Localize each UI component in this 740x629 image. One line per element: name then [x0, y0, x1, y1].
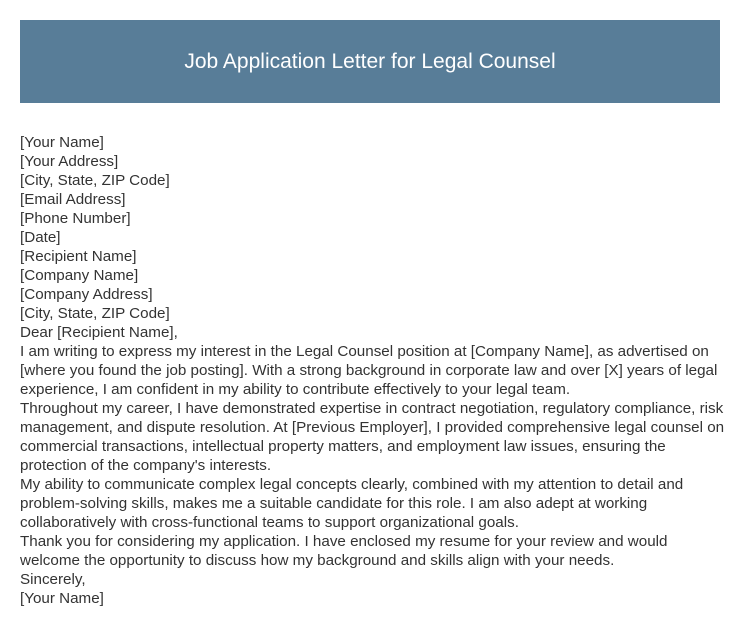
recipient-name: [Recipient Name]	[20, 248, 137, 265]
recipient-city: [City, State, ZIP Code]	[20, 305, 170, 322]
letter-date: [Date]	[20, 229, 61, 246]
paragraph-intro: I am writing to express my interest in the Legal Counsel position at [Company Name], as advertised on [where you found the job posting]. With a strong background in corporate law and over [X] years of legal experience, I am confident in my ability to contribute effectively to your legal team.	[20, 343, 718, 398]
recipient-address: [Company Address]	[20, 286, 153, 303]
paragraph-skills: My ability to communicate complex legal concepts clearly, combined with my attention to detail and problem-solving skills, makes me a suitable candidate for this role. I am also adept at working collaboratively with cross-functional teams to support organizational goals.	[20, 476, 684, 531]
title-banner	[20, 20, 720, 103]
paragraph-experience: Throughout my career, I have demonstrated expertise in contract negotiation, regulatory compliance, risk management, and dispute resolution. At [Previous Employer], I provided comprehensive legal counsel on commercial transactions, intellectual property matters, and employment law issues, ensuring the protection of the company's interests.	[20, 400, 725, 474]
letter-body	[20, 133, 725, 608]
recipient-company: [Company Name]	[20, 267, 139, 284]
sender-address: [Your Address]	[20, 153, 119, 170]
sender-city: [City, State, ZIP Code]	[20, 172, 170, 189]
page-title: Job Application Letter for Legal Counsel	[184, 49, 556, 73]
salutation: Dear [Recipient Name],	[20, 324, 178, 341]
paragraph-closing: Thank you for considering my application. I have enclosed my resume for your review and would welcome the opportunity to discuss how my background and skills align with your needs.	[20, 533, 668, 569]
signature: [Your Name]	[20, 590, 104, 607]
closing: Sincerely,	[20, 571, 86, 588]
sender-name: [Your Name]	[20, 134, 104, 151]
sender-phone: [Phone Number]	[20, 210, 131, 227]
sender-email: [Email Address]	[20, 191, 126, 208]
